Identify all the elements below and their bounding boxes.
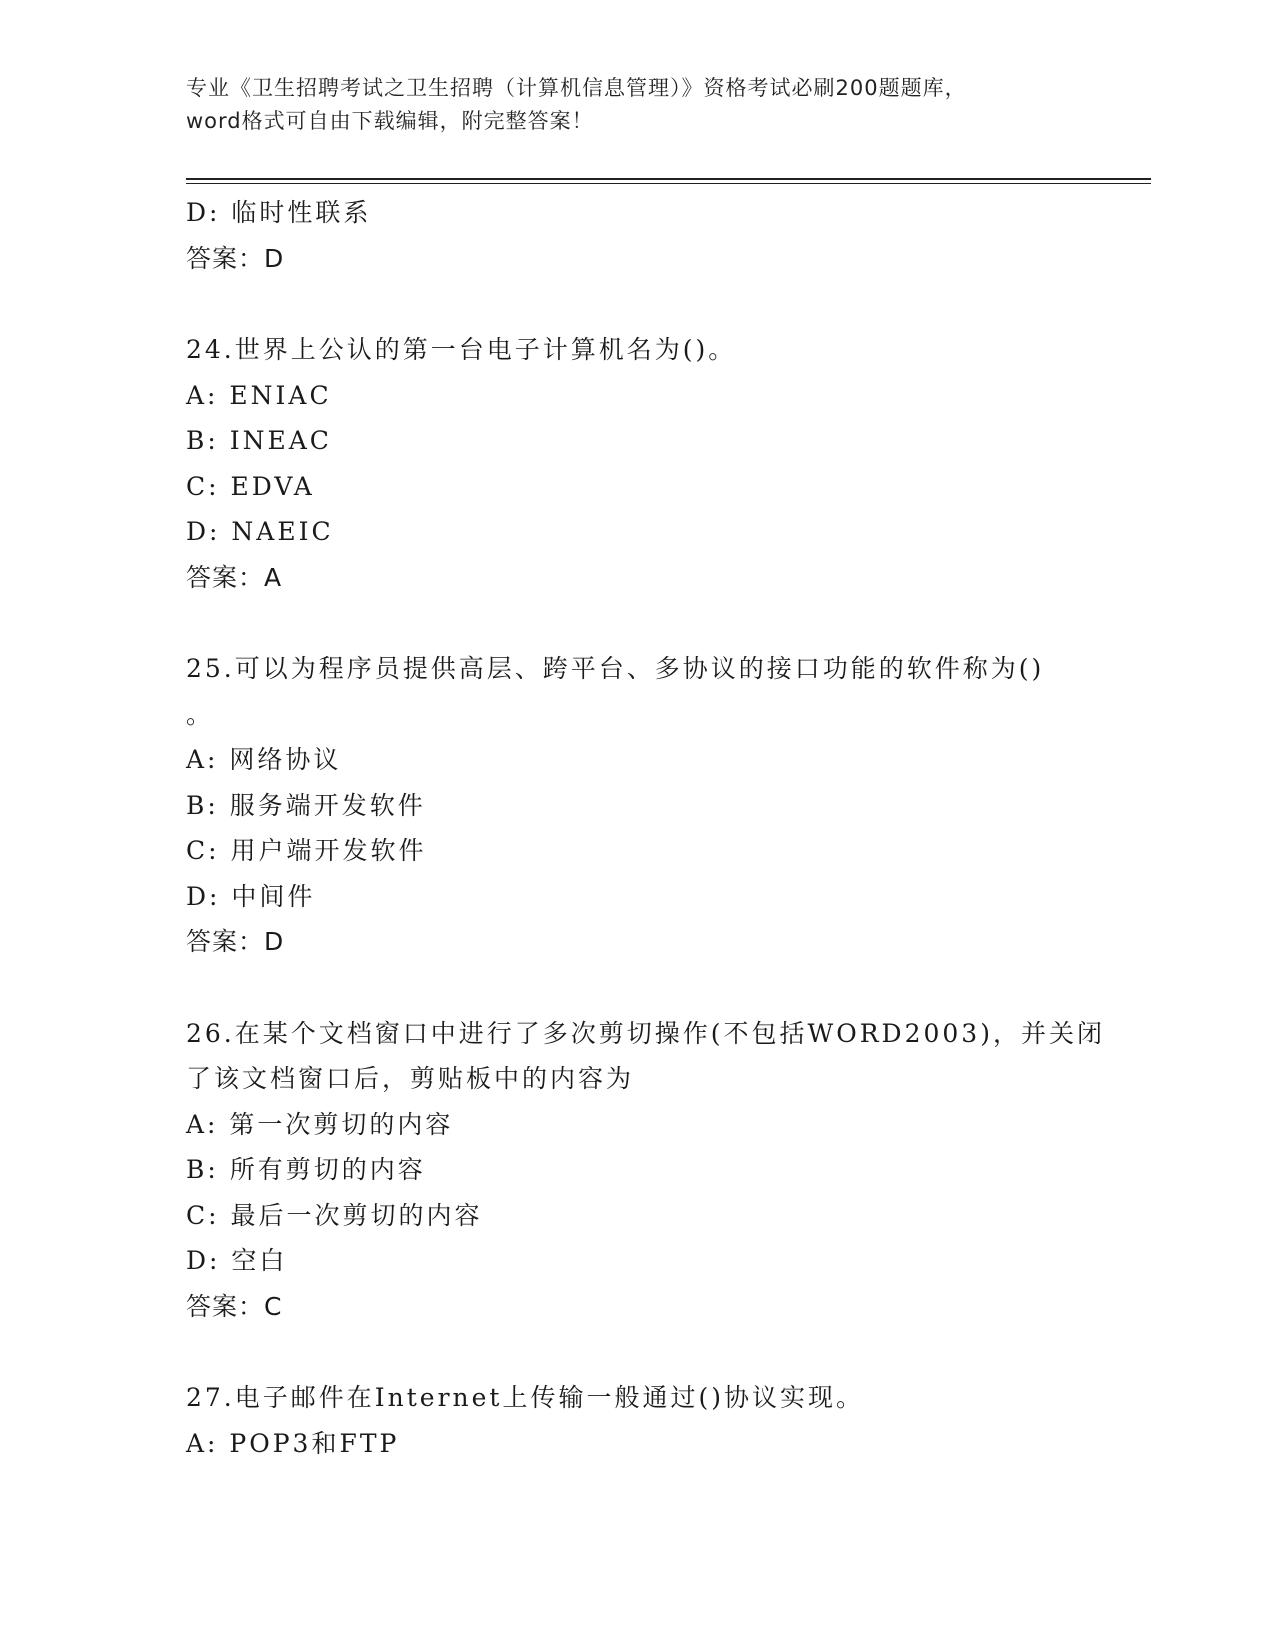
- spacer: [186, 281, 1086, 327]
- question-stem: 24.世界上公认的第一台电子计算机名为()。: [186, 335, 737, 364]
- header-rule-thick: [186, 178, 1151, 180]
- option-a: A: POP3和FTP: [186, 1428, 400, 1458]
- option-d: D: NAEIC: [186, 517, 334, 546]
- question-stem-line-1: 25.可以为程序员提供高层、跨平台、多协议的接口功能的软件称为(): [186, 654, 1045, 683]
- option-d: D: 临时性联系: [186, 198, 372, 227]
- question-27: [186, 1375, 1086, 1466]
- question-stem: 27.电子邮件在Internet上传输一般通过()协议实现。: [186, 1383, 864, 1412]
- option-c: C: 用户端开发软件: [186, 836, 427, 865]
- question-stem-line-2: 。: [186, 699, 215, 729]
- question-24: [186, 327, 1086, 600]
- answer-line: 答案：D: [186, 243, 285, 273]
- question-stem-line-1: 26.在某个文档窗口中进行了多次剪切操作(不包括WORD2003)，并关闭: [186, 1018, 1105, 1048]
- option-b: B: 服务端开发软件: [186, 790, 426, 820]
- previous-question-tail: [186, 190, 1086, 281]
- option-c: C: EDVA: [186, 471, 315, 501]
- spacer: [186, 1329, 1086, 1375]
- option-d: D: 空白: [186, 1246, 288, 1275]
- spacer: [186, 965, 1086, 1011]
- header-line-2: word格式可自由下载编辑，附完整答案！: [186, 109, 594, 133]
- answer-line: 答案：A: [186, 562, 283, 592]
- question-26: [186, 1011, 1105, 1330]
- question-25: [186, 646, 1086, 965]
- option-d: D: 中间件: [186, 881, 316, 911]
- spacer: [186, 600, 1086, 646]
- option-a: A: 网络协议: [186, 745, 342, 774]
- header-rule-thin: [186, 183, 1151, 184]
- option-a: A: ENIAC: [186, 380, 332, 410]
- answer-line: 答案：C: [186, 1291, 283, 1321]
- answer-line: 答案：D: [186, 927, 285, 956]
- option-a: A: 第一次剪切的内容: [186, 1109, 454, 1139]
- header-line-1: 专业《卫生招聘考试之卫生招聘（计算机信息管理）》资格考试必刷200题题库，: [186, 76, 967, 100]
- option-b: B: 所有剪切的内容: [186, 1155, 426, 1184]
- question-stem-line-2: 了该文档窗口后，剪贴板中的内容为: [186, 1064, 635, 1093]
- question-list: [186, 190, 1105, 1466]
- option-b: B: INEAC: [186, 426, 332, 455]
- document-header: [186, 72, 1086, 138]
- option-c: C: 最后一次剪切的内容: [186, 1200, 483, 1230]
